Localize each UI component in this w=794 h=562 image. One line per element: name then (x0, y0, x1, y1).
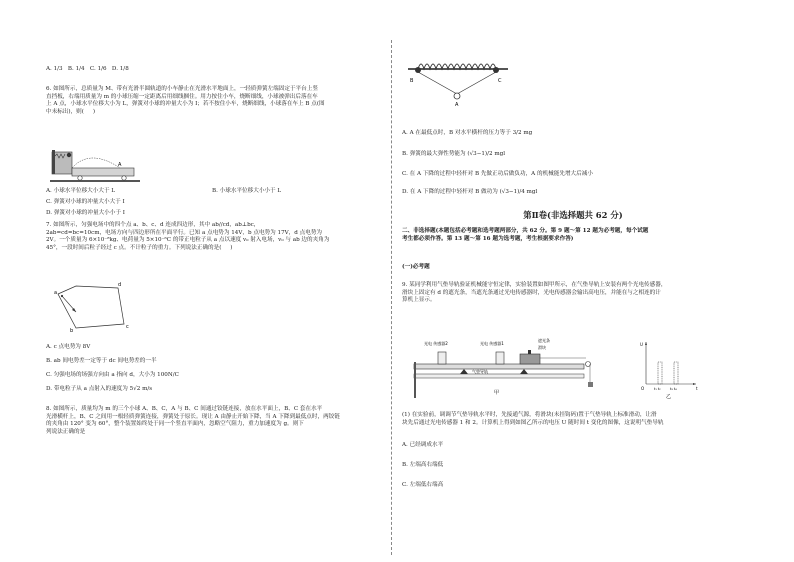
q7-stem: 7. 如图所示，匀强电场中的四个点 a、b、c、d 连成四边形，其中 ab//cd，ab⊥bc， 2ab=cd=bc=10cm，电场方向与四边形所在平面平行。已知 a 点电势为 14V，b 点电势为 17V，d 点电势为 2V。一个质量为 6×10⁻⁸kg、电荷量为 5×10⁻⁶C 的带正电粒子从 a 点以速度 v₀ 射入电场，v₀ 与 ab 边的夹角为 45°，一段时间后粒子经过 c 点。不计粒子的重力。下列说法正确的是( ) (46, 222, 330, 251)
figure-q6-cart (50, 146, 140, 186)
fig9-sensor2: 光电 传感器2 (424, 341, 448, 346)
q8-option-b: B. 弹簧的最大弹性势能为 (√3−1)/2 mgl (402, 151, 506, 157)
fig9-slider: 滑块 (538, 345, 546, 350)
q9-option-b: B. 左端高右端低 (402, 462, 444, 468)
figure-q7-quadrilateral (54, 282, 134, 332)
figure-q9-voltage-time (640, 338, 700, 400)
fig9-tick-t3: t₃ t₄ (670, 387, 677, 391)
q7-option-a: A. c 点电势为 8V (46, 344, 91, 350)
section-required: (一)必考题 (402, 264, 430, 270)
fig9-sensor1: 光电 传感器1 (480, 341, 504, 346)
fig9-sensor1-label (480, 340, 504, 346)
q5-options: A. 1/3 B. 1/4 C. 1/6 D. 1/8 (46, 66, 129, 72)
fig9-axis-t: t (696, 386, 698, 391)
fig7-label-d: d (118, 282, 122, 288)
fig7-label-a: a (54, 290, 58, 296)
fig9-tick-t1: t₁ t₂ (654, 387, 661, 391)
q7-option-b: B. ab 间电势差一定等于 dc 间电势差的一半 (46, 358, 157, 364)
fig9-shade: 遮光条 (538, 338, 550, 343)
figure-q8-spring-balls (408, 60, 508, 110)
fig8-label-A: A (455, 102, 459, 108)
fig9-caption-yi: 乙 (666, 394, 672, 400)
q8-option-c: C. 在 A 下降的过程中轻杆对 B 先做正功后做负功，A 的机械能先增大后减小 (402, 171, 593, 177)
q9-option-a: A. 已经调成水平 (402, 442, 444, 448)
q9-sub1: (1) 在实验前，调调节气垫导轨水平时，先接通气源，将滑块(未挂钩码)置于气垫导轨上标准滑动，让滑 块先后通过光电传感器 1 和 2。计算机上得到如图乙所示的电压 U 随时间 t 变化的图像，这说明气垫导轨 (402, 412, 664, 426)
fig9-caption-jia: 甲 (494, 390, 500, 396)
q6-option-b: B. 小球水平位移大小小于 L (212, 188, 282, 194)
fig9-axis-U: U (640, 342, 643, 347)
q6-option-c: C. 弹簧对小球的冲量大小大于 I (46, 199, 125, 205)
fig9-rail: 气垫导轨 (472, 369, 488, 374)
part2-intro: 二、非选择题(本题包括必考题和选考题两部分，共 62 分。第 9 题～第 12 题为必考题，每个试题 考生都必须作答。第 13 题～第 16 题为选考题，考生根据要求作答) (402, 228, 649, 242)
q8-option-a: A. A 在最低点时，B 对水平横杆的压力等于 3/2 mg (402, 130, 533, 136)
fig7-label-b: b (70, 328, 74, 334)
q6-option-d: D. 弹簧对小球的冲量大小小于 I (46, 210, 125, 216)
q9-stem: 9. 某同学利用气垫导轨验证机械能守恒定律，实验装置如图甲所示，在气垫导轨上安装有两个光电传感器， 滑块上固定有 d 的遮光条，当遮光条通过光电传感器时，光电传感器会输出高电压，并能在与之相连的计 算机上显示。 (402, 282, 667, 304)
q8-stem: 8. 如图所示，质量均为 m 的三个小球 A、B、C，A 与 B、C 间通过铰链连接，放在水平面上，B、C 套在水平 光滑横杆上，B、C 之间用一根轻质弹簧连接，弹簧处于原长。现让 A 由静止开始下降，当 A 下降到最低点时，两铰链 的夹角由 120° 变为 60°，整个装置始终处于同一个竖直平面内，忽略空气阻力，重力加速度为 g。则下 列说法正确的是 (46, 406, 340, 435)
part2-title: 第Ⅱ卷(非选择题共 62 分) (523, 210, 623, 220)
q7-option-c: C. 匀强电场的场强方向由 a 指向 d，大小为 100N/C (46, 372, 179, 378)
fig7-label-c: c (126, 324, 129, 330)
figure-q9-air-track (408, 336, 618, 398)
q6-option-a: A. 小球水平位移大小大于 L (46, 188, 116, 194)
q8-option-d: D. 在 A 下降的过程中轻杆对 B 做功为 (√3−1)/4 mgl (402, 189, 538, 195)
fig8-label-C: C (498, 78, 502, 84)
q9-option-c: C. 左端低右端高 (402, 482, 444, 488)
fig6-label-A: A (118, 162, 122, 168)
fig9-origin: O (641, 386, 645, 391)
q7-option-d: D. 带电粒子从 a 点射入的速度为 5√2 m/s (46, 386, 153, 392)
column-divider (391, 40, 392, 555)
q6-stem: 6. 如图所示，总质量为 M、带有光滑半圆轨道的小车静止在光滑水平地面上，一轻质弹簧左端固定于平台上竖 直挡板，右端用质量为 m 的小球压缩一定距离后用细线捆住。用力按住小车，烧断细线，小球被弹出后落在车 上 A 点，小球水平位移大小为 L，弹簧对小球的冲量大小为 I；若不按住小车，烧断细线，小球落在车上 B 点(图 中未标出)，则( ) (46, 86, 325, 115)
fig9-sensor2-label (424, 340, 448, 346)
fig8-label-B: B (410, 78, 414, 84)
